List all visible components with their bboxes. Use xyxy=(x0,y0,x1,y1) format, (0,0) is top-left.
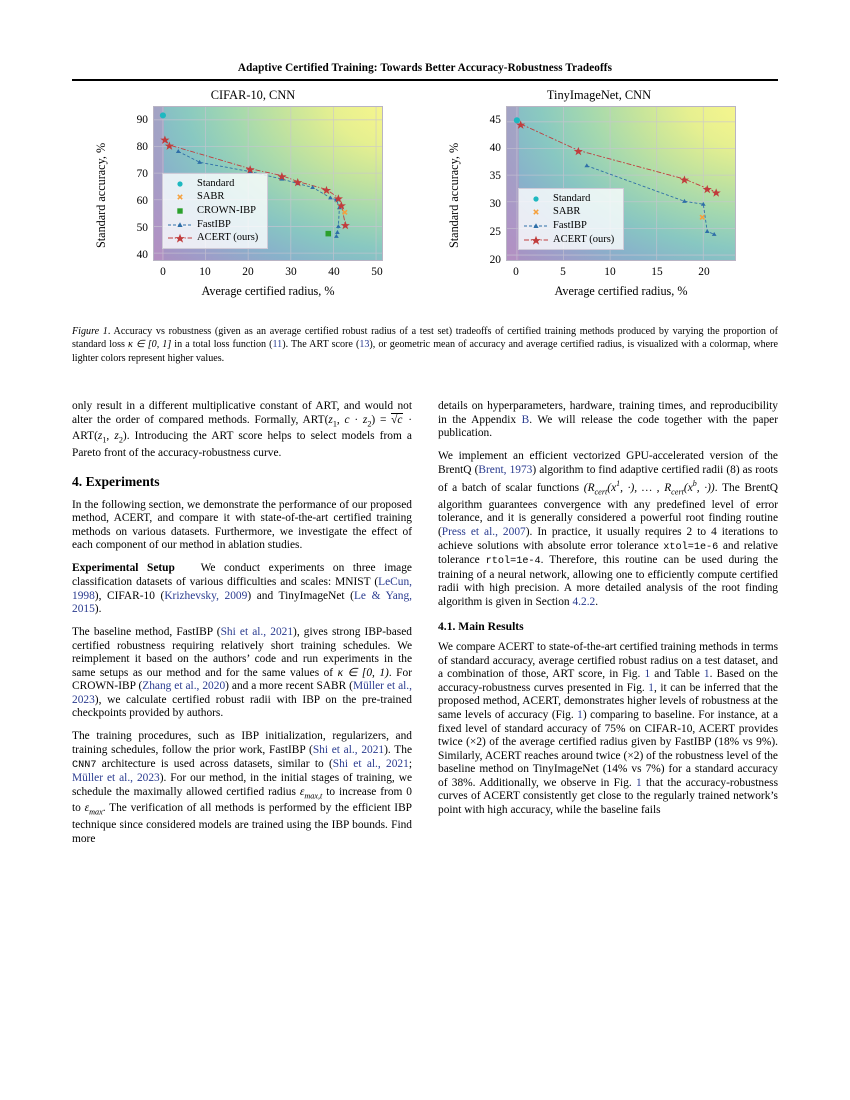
p5-text-a: The training procedures, such as IBP initialization, regularizers, and training schedules, follow the prior work, FastIBP ( xyxy=(72,730,412,756)
legend-marker-standard-icon xyxy=(523,193,549,205)
x-tick-left-2: 20 xyxy=(242,266,254,278)
p5-text-e: to increase from 0 to xyxy=(72,785,412,815)
legend-label-acert: ACERT (ours) xyxy=(197,232,259,244)
citation-zhang-2020[interactable]: Zhang et al., 2020 xyxy=(142,680,226,693)
formula-rcert: ($R_{cert}(x^1$, ·), … , $R_{cert}(x^b$, ·)) xyxy=(583,479,715,497)
legend-item-standard[interactable] xyxy=(167,177,262,191)
x-tick-left-3: 30 xyxy=(285,266,297,278)
r2-text-a: We implement an efficient vectorized GPU-accelerated version of the BrentQ ( xyxy=(438,450,778,476)
p4-text-d: ) and a more recent SABR ( xyxy=(225,680,353,693)
y-tick-left-0: 40 xyxy=(136,249,148,261)
r2-text-b: ) algorithm to find adaptive certified radii (8) as roots of a batch of scalar functions xyxy=(438,463,778,495)
x-tick-left-0: 0 xyxy=(160,266,166,278)
caption-lead: Figure 1 xyxy=(72,326,108,337)
legend-marker-standard-icon xyxy=(167,178,193,190)
figure-1 xyxy=(72,88,778,313)
citation-lecun[interactable]: LeCun, 1998 xyxy=(72,575,412,602)
r2-text-f: . Therefore, this routine can be used during the training of a neural network, allowing one to efficiently compute certified radii with high precision. A more detailed analysis of the root finding algorithm is given in Section xyxy=(438,554,778,608)
caption-part-a: . Accuracy vs robustness (given as an average certified robust radius of a test set) tradeoffs of certified training methods produced by varying the proportion of standard loss xyxy=(72,326,778,351)
body-column-right xyxy=(438,400,778,827)
legend-marker-acert-icon xyxy=(167,232,193,244)
legend-item-standard-right[interactable] xyxy=(523,192,618,206)
code-xtol: xtol=1e-6 xyxy=(663,541,719,553)
caption-kappa: κ ∈ [0, 1] xyxy=(128,339,172,351)
y-tick-right-2: 30 xyxy=(489,198,501,210)
running-header: Adaptive Certified Training: Towards Better Accuracy-Robustness Tradeoffs xyxy=(237,62,613,74)
link-fig1-c[interactable]: 1 xyxy=(577,708,583,721)
citation-shi-2021-b[interactable]: Shi et al., 2021 xyxy=(312,744,385,756)
symbol-eps-max-t: $\varepsilon_{max,t}$ xyxy=(299,785,323,800)
legend-marker-fastibp-icon xyxy=(523,220,549,232)
legend-item-acert[interactable] xyxy=(167,231,262,245)
r1-text-b: . We will release the code together with the paper publication. xyxy=(438,413,778,440)
paragraph-brentq xyxy=(438,450,778,609)
legend-marker-crown-ibp-icon xyxy=(167,205,193,217)
y-tick-left-4: 80 xyxy=(136,141,148,153)
chart-title-right: TinyImageNet, CNN xyxy=(546,88,652,102)
p4-text-e: ), we calculate certified robust radii with IBP on the pre-trained checkpoints provided by authors. xyxy=(72,693,412,720)
y-tick-left-3: 70 xyxy=(136,168,148,180)
legend-label-fastibp: FastIBP xyxy=(197,218,231,230)
link-fig1-a[interactable]: 1 xyxy=(644,668,651,681)
citation-krizhevsky[interactable]: Krizhevsky, 2009 xyxy=(164,589,248,602)
legend-item-acert-right[interactable] xyxy=(523,233,618,247)
x-tick-left-4: 40 xyxy=(328,266,340,278)
y-tick-left-1: 50 xyxy=(136,222,148,234)
legend-label-acert: ACERT (ours) xyxy=(553,233,615,245)
runin-experimental-setup: Experimental Setup xyxy=(72,562,175,575)
legend-label-sabr: SABR xyxy=(553,206,581,218)
p4-kappa: κ ∈ [0, 1) xyxy=(337,666,389,679)
link-fig1-b[interactable]: 1 xyxy=(648,681,654,694)
r2-text-g: . xyxy=(595,595,599,608)
p4-text-c: . For CROWN-IBP ( xyxy=(72,666,412,693)
legend-label-standard: Standard xyxy=(553,192,591,204)
citation-brent-1973[interactable]: Brent, 1973 xyxy=(478,463,533,476)
paragraph-main-results xyxy=(438,641,778,817)
symbol-eps-max: $\varepsilon_{max}$ xyxy=(84,802,103,817)
section-heading-main-results: 4.1. Main Results xyxy=(438,620,524,634)
y-tick-left-5: 90 xyxy=(136,114,148,126)
x-tick-right-0: 0 xyxy=(513,266,519,278)
y-tick-right-1: 25 xyxy=(489,226,501,238)
citation-shi-2021-a[interactable]: Shi et al., 2021 xyxy=(220,626,294,639)
legend-item-crown-ibp[interactable] xyxy=(167,204,262,218)
p1-formula: ($z_1$, $c \cdot z_2) = √c \cdot ART(z_1$, $z_2$) xyxy=(72,413,412,445)
r3-text-e: ) comparing to baseline. For instance, at a fixed level of standard accuracy of 75% on CIFAR-10, ACERT provides twice (×2) of the average certified radius given by FastIBP (18% vs 9%). Similarly, ACERT reaches around twice (×2) of the robustness level of the baseline method on TinyImageNet (14% vs 7%) for a standard accuracy of 38%. Additionally, we observe in Fig. xyxy=(438,708,779,789)
r3-text-f: that the accuracy-robustness curves of ACERT consistently get close to the regularly trained network’s point with high accuracy, while the baseline fails xyxy=(438,776,778,816)
legend-marker-fastibp-icon xyxy=(167,219,193,231)
header-rule xyxy=(72,79,778,81)
paragraph-art-constant xyxy=(72,400,412,461)
legend-label-crown-ibp: CROWN-IBP xyxy=(197,204,256,216)
caption-part-c: ). The ART score ( xyxy=(282,339,360,351)
paragraph-training-procedures xyxy=(72,730,412,846)
link-section-422[interactable]: 4.2.2 xyxy=(572,595,596,608)
chart-panel-tinyimagenet xyxy=(426,88,772,313)
legend-marker-sabr-icon xyxy=(523,206,549,218)
figure-caption xyxy=(72,325,778,365)
section-heading-experiments: 4. Experiments xyxy=(72,473,160,489)
x-tick-right-2: 10 xyxy=(604,266,616,278)
legend-label-standard: Standard xyxy=(197,177,235,189)
y-tick-right-5: 45 xyxy=(489,114,501,126)
chart-title-left: CIFAR-10, CNN xyxy=(210,88,296,102)
citation-le-yang[interactable]: Le & Yang, 2015 xyxy=(72,589,412,616)
r2-text-c: . The BrentQ algorithm guarantees convergence with any predefined level of error tolerance, and it is generally considered a powerful root finding routine ( xyxy=(438,482,778,538)
legend-marker-sabr-icon xyxy=(167,191,193,203)
p5-semicolon: ; xyxy=(408,757,412,770)
caption-part-d: ), or geometric mean of accuracy and average certified radius, is visualized with a colormap, where lighter colors represent higher values. xyxy=(72,339,778,364)
p3-text-a: We conduct experiments on three image classification datasets of various difficulties and scales: MNIST ( xyxy=(72,562,412,588)
p3-text-c: ) and TinyImageNet ( xyxy=(247,589,354,602)
legend-right xyxy=(518,188,624,250)
link-table1[interactable]: 1 xyxy=(703,668,710,681)
p3-text-b: ), CIFAR-10 ( xyxy=(94,589,165,602)
legend-label-sabr: SABR xyxy=(197,191,225,203)
paragraph-baseline xyxy=(72,626,412,721)
r2-text-d: ). In practice, it usually requires 2 to 4 iterations to achieve solutions with absolute error tolerance xyxy=(438,525,778,552)
citation-muller-a[interactable]: Müller et al., 2023 xyxy=(72,680,413,706)
caption-ref-11[interactable]: 11 xyxy=(272,339,283,351)
code-rtol: rtol=1e-4 xyxy=(485,556,541,568)
r2-text-e: and relative tolerance xyxy=(438,539,778,567)
r3-text-d: , it can be inferred that the proposed method, ACERT, demonstrates higher levels of robustness at the same levels of accuracy (Fig. xyxy=(438,681,778,721)
x-tick-right-4: 20 xyxy=(698,266,710,278)
legend-item-sabr-right[interactable] xyxy=(523,206,618,220)
paragraph-intro: In the following section, we demonstrate the performance of our proposed method, ACERT, and compare it with state-of-the-art certified training methods on various datasets. Furthermore, we investigate the effect of each component of our method in ablation studies. xyxy=(72,498,412,552)
paragraph-appendix xyxy=(438,400,778,441)
p4-text-a: The baseline method, FastIBP ( xyxy=(72,626,221,639)
y-axis-label-left: Standard accuracy, % xyxy=(94,142,108,248)
y-tick-right-4: 40 xyxy=(489,142,501,154)
p4-text-b: ), gives strong IBP-based certified robustness requiring relatively short training schedules. We reimplement it based on the authors’ code and run experiments in the same setups as our method and for the same values of xyxy=(72,626,412,679)
r1-text-a: details on hyperparameters, hardware, training times, and reproducibility in the Appendix xyxy=(438,400,778,426)
p5-text-c: architecture is used across datasets, similar to ( xyxy=(96,757,333,770)
legend-left xyxy=(162,173,268,249)
legend-item-fastibp[interactable] xyxy=(167,218,262,232)
y-axis-label-right: Standard accuracy, % xyxy=(447,142,461,248)
legend-item-fastibp-right[interactable] xyxy=(523,219,618,233)
paragraph-experimental-setup xyxy=(72,562,412,616)
p5-text-f: . The verification of all methods is performed by the efficient IBP technique since considered models are trained using the IBP bounds. Find more xyxy=(72,802,412,845)
caption-part-b: in a total loss function ( xyxy=(171,339,273,351)
chart-panel-cifar10 xyxy=(80,88,426,313)
r3-text-b: and Table xyxy=(650,668,704,681)
link-appendix-b[interactable]: B xyxy=(521,413,530,426)
x-tick-right-3: 15 xyxy=(651,266,663,278)
p5-text-d: ). For our method, in the initial stages of training, we schedule the maximally allowed certified radius xyxy=(72,772,412,798)
x-axis-label-left: Average certified radius, % xyxy=(201,284,335,298)
citation-shi-2021-c[interactable]: Shi et al., 2021 xyxy=(332,757,409,770)
y-tick-right-3: 35 xyxy=(489,170,501,182)
citation-press-2007[interactable]: Press et al., 2007 xyxy=(441,525,526,538)
citation-muller-b[interactable]: Müller et al., 2023 xyxy=(72,772,160,785)
code-cnn7: CNN7 xyxy=(72,759,97,771)
legend-label-fastibp: FastIBP xyxy=(553,219,587,231)
x-axis-label-right: Average certified radius, % xyxy=(554,284,688,298)
link-fig1-d[interactable]: 1 xyxy=(636,776,642,789)
y-tick-right-0: 20 xyxy=(489,254,501,266)
x-tick-left-1: 10 xyxy=(199,266,211,278)
y-tick-left-2: 60 xyxy=(136,195,148,207)
p5-text-b: ). The xyxy=(384,744,412,756)
r3-text-c: . Based on the accuracy-robustness curves presented in Fig. xyxy=(438,668,778,694)
legend-item-sabr[interactable] xyxy=(167,191,262,205)
caption-ref-13[interactable]: 13 xyxy=(359,339,370,351)
body-column-left xyxy=(72,400,412,856)
p3-text-d: ). xyxy=(94,603,102,616)
p1-text-a: only result in a different multiplicative constant of ART, and would not alter the order of compared methods. Formally, ART xyxy=(72,400,412,426)
legend-marker-acert-icon xyxy=(523,234,549,246)
r3-text-a: We compare ACERT to state-of-the-art certified training methods in terms of standard accuracy, average certified robust radius on a test dataset, and a combination of those, ART score, in Fig. xyxy=(438,641,778,681)
x-tick-left-5: 50 xyxy=(371,266,383,278)
x-tick-right-1: 5 xyxy=(560,266,566,278)
p1-text-b: . Introducing the ART score helps to select models from a Pareto front of the accuracy-robustness curve. xyxy=(72,430,412,460)
